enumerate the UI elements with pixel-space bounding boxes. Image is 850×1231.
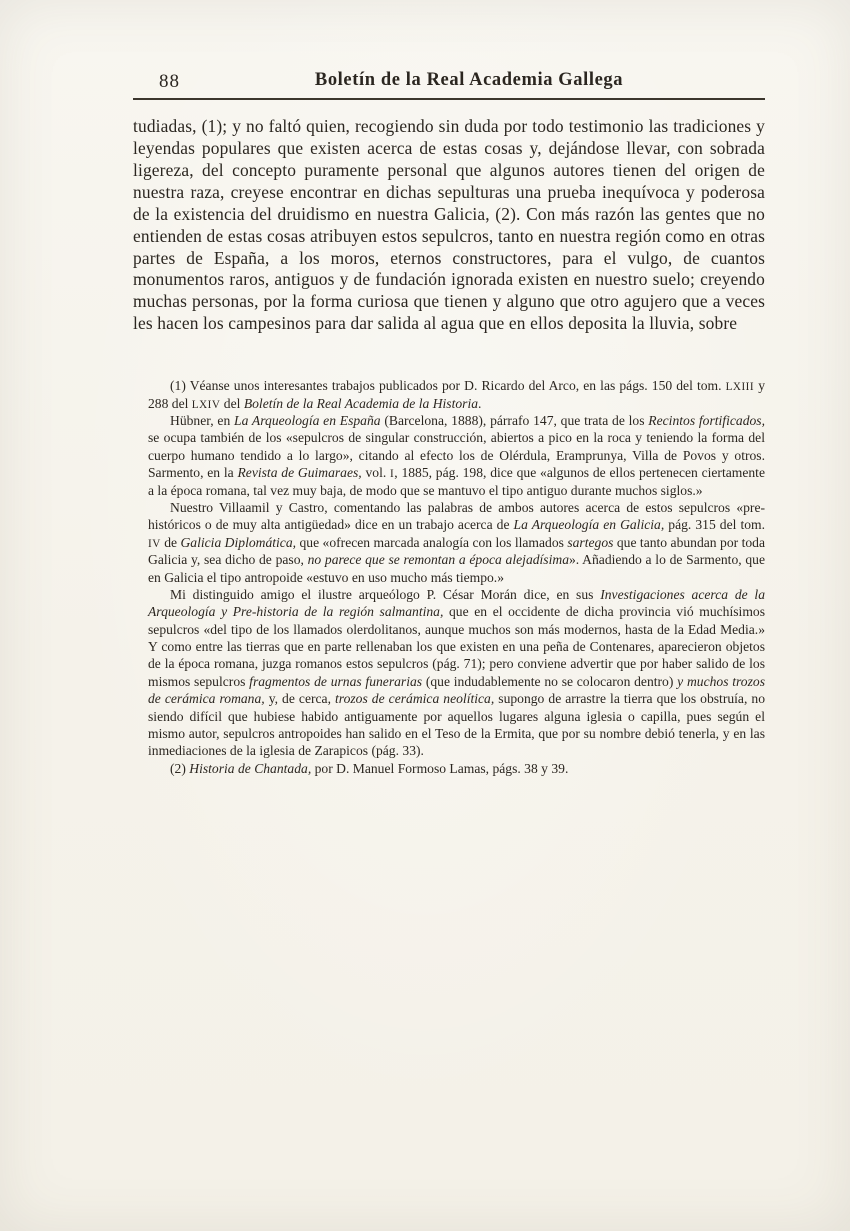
- footnote-run: por D. Manuel Formoso Lamas, págs. 38 y 39.: [311, 760, 569, 776]
- footnote-run-italic: fragmentos de urnas funerarias: [249, 673, 423, 689]
- footnote-run: Hübner, en: [170, 413, 235, 428]
- footnote-run-italic: sartegos: [567, 534, 614, 550]
- page-number: 88: [159, 71, 180, 92]
- journal-title: Boletín de la Real Academia Gallega: [314, 70, 624, 90]
- footnote-run-smallcaps: LXIV: [191, 398, 221, 411]
- footnote-run: (que indudablemente no se colocaron dentro): [422, 673, 678, 689]
- footnote-run: Nuestro Villaamil y Castro, comentando las palabras de ambos autores acerca de estos sepulcros «pre-históricos o de muy alta antigüedad» dice en un trabajo acerca de: [148, 499, 765, 533]
- footnote-run-italic: Boletín de la Real Academia de la Historia: [243, 395, 479, 411]
- footnote-run: (Barcelona, 1888), párrafo 147, que trata de los: [380, 413, 649, 428]
- footnote-run: pág. 315 del tom.: [664, 517, 765, 533]
- footnote-paragraph: [148, 499, 765, 586]
- footnote-run-smallcaps: I: [390, 468, 395, 481]
- footnote-run: vol.: [361, 465, 391, 481]
- footnote-run: y, de cerca,: [264, 691, 336, 707]
- footnote-paragraph: [148, 586, 765, 760]
- footnote-run: que tanto abundan por toda Galicia y, sea dicho de paso,: [148, 534, 765, 568]
- footnote-run-italic: Investigaciones acerca de la Arqueología y Pre-historia de la región salmantina,: [148, 586, 765, 620]
- footnote-run-italic: y muchos trozos de cerámica romana,: [148, 673, 765, 707]
- footnote-run: (2): [170, 760, 190, 776]
- footnote-run: del: [220, 395, 244, 411]
- footnotes-section: [133, 377, 765, 777]
- footnote-run: , 1885, pág. 198, dice que «algunos de ellos pertenecen ciertamente a la época romana, tal vez muy baja, de modo que se mantuvo el tipo antiguo durante muchos siglos.»: [148, 465, 765, 498]
- footnote-run-italic: Historia de Chantada,: [189, 760, 312, 776]
- footnote-run-italic: La Arqueología en Galicia,: [513, 517, 665, 533]
- body-paragraph: tudiadas, (1); y no faltó quien, recogiendo sin duda por todo testimonio las tradiciones y leyendas populares que existen acerca de estas cosas y, dejándose llevar, con sobrada ligereza, del concepto puramente personal que algunos autores tienen del origen de nuestra raza, creyese encontrar en dichas sepulturas una prueba inequívoca y poderosa de la existencia del druidismo en nuestra Galicia, (2). Con más razón las gentes que no entienden de estas cosas atribuyen estos sepulcros, tanto en nuestra región como en otras partes de España, a los moros, eternos constructores, para el vulgo, de cuantos monumentos raros, antiguos y de fundación ignorada existen en nuestro suelo; creyendo muchas personas, por la forma curiosa que tienen y alguno que otro agujero que a veces les hacen los campesinos para dar salida al agua que en ellos deposita la lluvia, sobre: [133, 116, 765, 334]
- footnote-run-smallcaps: IV: [148, 537, 161, 550]
- footnote-paragraph: [148, 412, 765, 499]
- footnote-run: ». Añadiendo a lo de Sarmento, que en Galicia el tipo antropoide «estuvo en uso mucho más tiempo.»: [148, 552, 765, 585]
- footnote-run: .: [478, 395, 482, 411]
- footnote-run: se ocupa también de los «sepulcros de singular construcción, abiertos a pico en la roca y teniendo la forma del cuerpo humano tendido a lo largo», citando al efecto los de Olérdula, Eramprunya, Villa de Povos y otros. Sarmento, en la: [148, 430, 765, 481]
- footnote-run-smallcaps: LXIII: [725, 381, 755, 394]
- main-text-block: [133, 116, 765, 335]
- footnote-run-italic: La Arqueología en España: [234, 413, 381, 428]
- footnote-run-italic: no parece que se remontan a época alejadísima: [307, 552, 569, 568]
- footnote-run: de: [160, 534, 181, 550]
- footnote-run-italic: trozos de cerámica neolítica,: [335, 691, 495, 707]
- page-content: [133, 70, 765, 777]
- page-header: [133, 70, 765, 98]
- footnote-run: Mi distinguido amigo el ilustre arqueólogo P. César Morán dice, en sus: [170, 586, 601, 602]
- footnote-paragraph: [148, 760, 765, 777]
- header-rule: [133, 98, 765, 100]
- footnote-run-italic: Recintos fortificados,: [648, 413, 765, 428]
- footnote-run: supongo de arrastre la tierra que los obstruía, no siendo difícil que hubiese habido antiguamente por aquellos lugares alguna iglesia o capilla, pues según el mismo autor, sepulcros antropoides han salido en el Teso de la Ermita, que por su nombre debió tenerla, y en las inmediaciones de la iglesia de Zarapicos (pág. 33).: [148, 691, 765, 759]
- footnote-run-italic: Galicia Diplomática,: [180, 534, 297, 550]
- footnote-run: (1) Véanse unos interesantes trabajos publicados por D. Ricardo del Arco, en las págs. 150 del tom.: [170, 378, 726, 394]
- footnote-paragraph: [148, 377, 765, 412]
- footnote-run: que «ofrecen marcada analogía con los llamados: [296, 534, 568, 550]
- footnote-run: que en el occidente de dicha provincia vió muchísimos sepulcros «del tipo de los llamados olerdolitanos, aunque muchos son más modernos, hasta de la Edad Media.» Y como entre las tierras que en parte rellenaban los que existen en una peña de Contenares, aparecieron objetos de la época romana, juzga romanos estos sepulcros (pág. 71); pero conviene advertir que por haber salido de los mismos sepulcros: [148, 604, 765, 689]
- footnote-run: y 288 del: [148, 378, 765, 411]
- footnote-run-italic: Revista de Guimaraes,: [237, 465, 362, 481]
